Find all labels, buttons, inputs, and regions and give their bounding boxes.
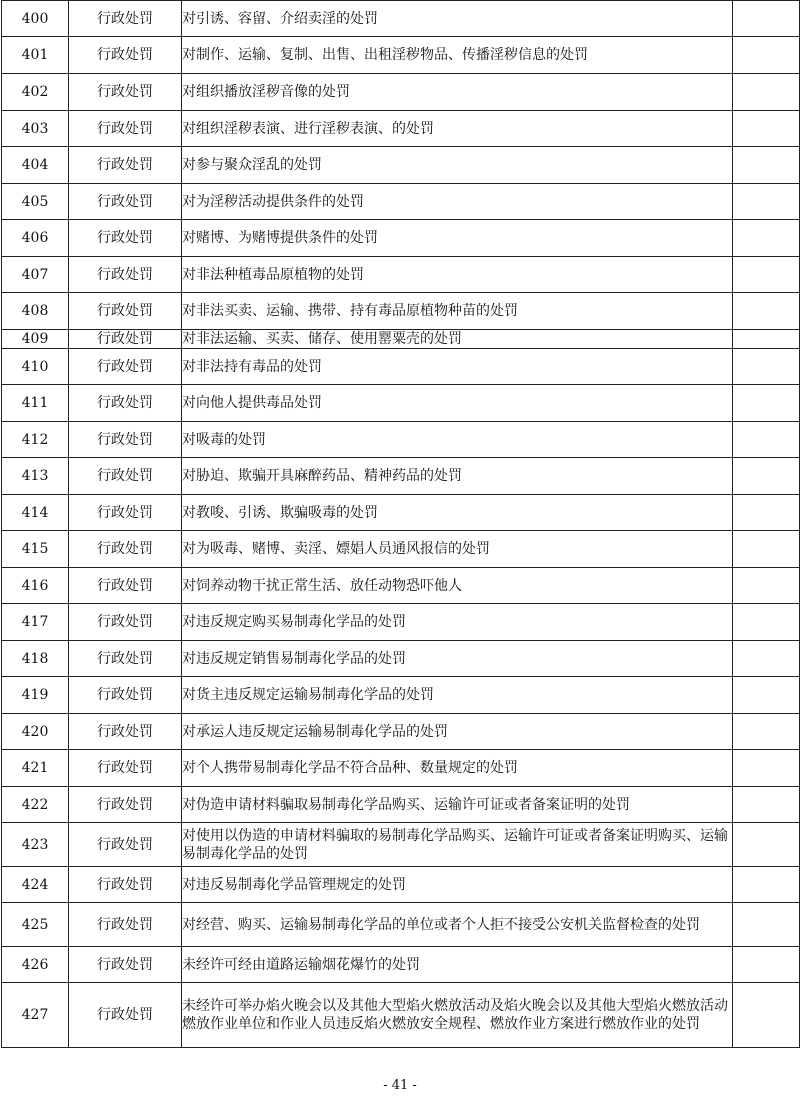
- row-item-name: 对引诱、容留、介绍卖淫的处罚: [182, 1, 733, 37]
- row-item-name: 对胁迫、欺骗开具麻醉药品、精神药品的处罚: [182, 458, 733, 495]
- row-blank-cell: [733, 823, 800, 867]
- row-number: 422: [2, 787, 69, 823]
- table-row: [2, 750, 800, 787]
- row-blank-cell: [733, 330, 800, 349]
- table-row: [2, 641, 800, 677]
- row-blank-cell: [733, 604, 800, 641]
- row-blank-cell: [733, 111, 800, 147]
- table-row: [2, 947, 800, 983]
- row-item-name: 对承运人违反规定运输易制毒化学品的处罚: [182, 714, 733, 750]
- row-type: 行政处罚: [69, 947, 182, 983]
- row-blank-cell: [733, 677, 800, 714]
- row-item-name: 对经营、购买、运输易制毒化学品的单位或者个人拒不接受公安机关监督检查的处罚: [182, 903, 733, 947]
- row-blank-cell: [733, 147, 800, 184]
- table-row: [2, 293, 800, 330]
- table-row: [2, 1, 800, 37]
- row-type: 行政处罚: [69, 531, 182, 568]
- row-number: 404: [2, 147, 69, 184]
- row-item-name: 对违反规定购买易制毒化学品的处罚: [182, 604, 733, 641]
- row-item-name: 对为吸毒、赌博、卖淫、嫖娼人员通风报信的处罚: [182, 531, 733, 568]
- table-row: [2, 220, 800, 257]
- row-blank-cell: [733, 1, 800, 37]
- table-row: [2, 147, 800, 184]
- table-row: [2, 983, 800, 1048]
- row-item-name: 对非法种植毒品原植物的处罚: [182, 257, 733, 293]
- row-type: 行政处罚: [69, 867, 182, 903]
- row-type: 行政处罚: [69, 714, 182, 750]
- row-item-name: 对使用以伪造的申请材料骗取的易制毒化学品购买、运输许可证或者备案证明购买、运输易制毒化学品的处罚: [182, 823, 733, 867]
- row-blank-cell: [733, 947, 800, 983]
- row-number: 406: [2, 220, 69, 257]
- row-number: 417: [2, 604, 69, 641]
- row-item-name: 对货主违反规定运输易制毒化学品的处罚: [182, 677, 733, 714]
- row-type: 行政处罚: [69, 220, 182, 257]
- page-number: - 41 -: [383, 1078, 417, 1093]
- row-type: 行政处罚: [69, 677, 182, 714]
- table-row: [2, 111, 800, 147]
- power-list-table: [1, 0, 800, 1048]
- row-type: 行政处罚: [69, 293, 182, 330]
- row-blank-cell: [733, 750, 800, 787]
- row-blank-cell: [733, 37, 800, 74]
- row-number: 412: [2, 422, 69, 458]
- row-blank-cell: [733, 641, 800, 677]
- row-blank-cell: [733, 531, 800, 568]
- row-blank-cell: [733, 422, 800, 458]
- row-type: 行政处罚: [69, 184, 182, 220]
- row-type: 行政处罚: [69, 750, 182, 787]
- row-item-name: 对赌博、为赌博提供条件的处罚: [182, 220, 733, 257]
- row-item-name: 对个人携带易制毒化学品不符合品种、数量规定的处罚: [182, 750, 733, 787]
- table-row: [2, 604, 800, 641]
- table-row: [2, 677, 800, 714]
- row-blank-cell: [733, 568, 800, 604]
- row-type: 行政处罚: [69, 823, 182, 867]
- row-type: 行政处罚: [69, 458, 182, 495]
- table-row: [2, 714, 800, 750]
- row-blank-cell: [733, 74, 800, 111]
- row-item-name: 对教唆、引诱、欺骗吸毒的处罚: [182, 495, 733, 531]
- row-type: 行政处罚: [69, 111, 182, 147]
- row-number: 420: [2, 714, 69, 750]
- row-number: 418: [2, 641, 69, 677]
- row-item-name: 对制作、运输、复制、出售、出租淫秽物品、传播淫秽信息的处罚: [182, 37, 733, 74]
- row-type: 行政处罚: [69, 74, 182, 111]
- table-row: [2, 330, 800, 349]
- row-blank-cell: [733, 903, 800, 947]
- table-row: [2, 531, 800, 568]
- table-row: [2, 568, 800, 604]
- row-item-name: 未经许可经由道路运输烟花爆竹的处罚: [182, 947, 733, 983]
- row-blank-cell: [733, 220, 800, 257]
- row-type: 行政处罚: [69, 349, 182, 385]
- row-blank-cell: [733, 495, 800, 531]
- table-row: [2, 385, 800, 422]
- table-row: [2, 787, 800, 823]
- row-number: 405: [2, 184, 69, 220]
- row-blank-cell: [733, 867, 800, 903]
- row-blank-cell: [733, 293, 800, 330]
- row-item-name: 对非法买卖、运输、携带、持有毒品原植物种苗的处罚: [182, 293, 733, 330]
- row-number: 421: [2, 750, 69, 787]
- row-blank-cell: [733, 257, 800, 293]
- row-item-name: 对违反规定销售易制毒化学品的处罚: [182, 641, 733, 677]
- row-number: 401: [2, 37, 69, 74]
- row-type: 行政处罚: [69, 37, 182, 74]
- row-number: 414: [2, 495, 69, 531]
- row-number: 413: [2, 458, 69, 495]
- row-item-name: 对为淫秽活动提供条件的处罚: [182, 184, 733, 220]
- row-number: 400: [2, 1, 69, 37]
- row-blank-cell: [733, 458, 800, 495]
- row-item-name: 对非法持有毒品的处罚: [182, 349, 733, 385]
- table-row: [2, 349, 800, 385]
- row-type: 行政处罚: [69, 495, 182, 531]
- row-number: 425: [2, 903, 69, 947]
- row-item-name: 对饲养动物干扰正常生活、放任动物恐吓他人: [182, 568, 733, 604]
- table-row: [2, 867, 800, 903]
- row-type: 行政处罚: [69, 903, 182, 947]
- row-item-name: 对伪造申请材料骗取易制毒化学品购买、运输许可证或者备案证明的处罚: [182, 787, 733, 823]
- row-number: 427: [2, 983, 69, 1048]
- row-item-name: 对组织播放淫秽音像的处罚: [182, 74, 733, 111]
- row-number: 403: [2, 111, 69, 147]
- table-row: [2, 495, 800, 531]
- row-type: 行政处罚: [69, 1, 182, 37]
- row-blank-cell: [733, 349, 800, 385]
- row-number: 409: [2, 330, 69, 349]
- row-number: 423: [2, 823, 69, 867]
- row-type: 行政处罚: [69, 330, 182, 349]
- table-row: [2, 458, 800, 495]
- row-item-name: 对非法运输、买卖、储存、使用罂粟壳的处罚: [182, 330, 733, 349]
- row-type: 行政处罚: [69, 604, 182, 641]
- table-row: [2, 903, 800, 947]
- row-number: 410: [2, 349, 69, 385]
- table-row: [2, 422, 800, 458]
- row-type: 行政处罚: [69, 385, 182, 422]
- row-item-name: 未经许可举办焰火晚会以及其他大型焰火燃放活动及焰火晚会以及其他大型焰火燃放活动燃放作业单位和作业人员违反焰火燃放安全规程、燃放作业方案进行燃放作业的处罚: [182, 983, 733, 1048]
- row-number: 416: [2, 568, 69, 604]
- table-row: [2, 74, 800, 111]
- row-type: 行政处罚: [69, 257, 182, 293]
- row-number: 419: [2, 677, 69, 714]
- row-number: 411: [2, 385, 69, 422]
- table-row: [2, 37, 800, 74]
- row-blank-cell: [733, 714, 800, 750]
- row-item-name: 对向他人提供毒品处罚: [182, 385, 733, 422]
- row-type: 行政处罚: [69, 568, 182, 604]
- row-type: 行政处罚: [69, 641, 182, 677]
- row-number: 407: [2, 257, 69, 293]
- row-number: 424: [2, 867, 69, 903]
- row-number: 408: [2, 293, 69, 330]
- row-item-name: 对参与聚众淫乱的处罚: [182, 147, 733, 184]
- row-blank-cell: [733, 983, 800, 1048]
- row-item-name: 对吸毒的处罚: [182, 422, 733, 458]
- row-item-name: 对组织淫秽表演、进行淫秽表演、的处罚: [182, 111, 733, 147]
- row-type: 行政处罚: [69, 787, 182, 823]
- table-row: [2, 823, 800, 867]
- row-item-name: 对违反易制毒化学品管理规定的处罚: [182, 867, 733, 903]
- row-blank-cell: [733, 184, 800, 220]
- row-type: 行政处罚: [69, 147, 182, 184]
- row-number: 426: [2, 947, 69, 983]
- row-blank-cell: [733, 787, 800, 823]
- row-blank-cell: [733, 385, 800, 422]
- row-type: 行政处罚: [69, 422, 182, 458]
- row-number: 402: [2, 74, 69, 111]
- table-body: [2, 1, 800, 1048]
- table-row: [2, 184, 800, 220]
- table-row: [2, 257, 800, 293]
- row-type: 行政处罚: [69, 983, 182, 1048]
- row-number: 415: [2, 531, 69, 568]
